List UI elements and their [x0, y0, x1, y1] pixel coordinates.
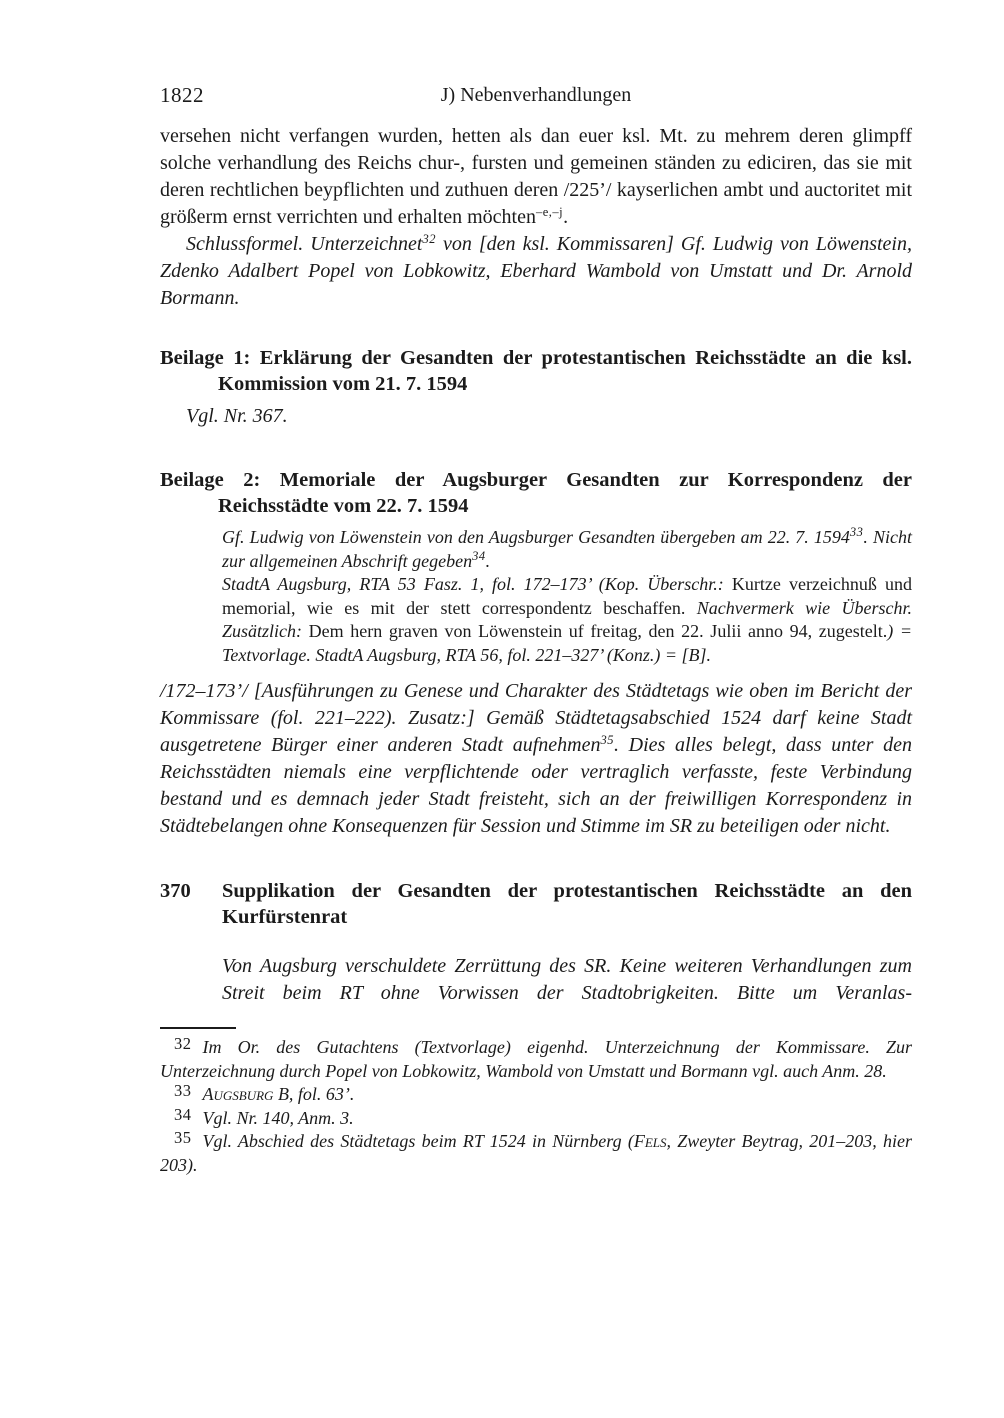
footnote-number: 34 — [174, 1104, 192, 1124]
page-header — [160, 83, 912, 107]
beilage2-source-note: StadtA Augsburg, RTA 53 Fasz. 1, fol. 172–173’ (Kop. Überschr.: Kurtze verzeichnuß und memorial, wie es mit der stett correspondentz beschaffen. Nachvermerk wie Überschr. Zusätzlich: Dem hern graven von Löwenstein uf freitag, den 22. Julii anno 94, zugestelt.) = Textvorlage. StadtA Augsburg, RTA 56, fol. 221–327’ (Konz.) = [B]. — [222, 574, 913, 665]
beilage2-heading: Beilage 2: Memoriale der Augsburger Gesandten zur Korrespondenz der Reichsstädte vom 22. 7. 1594 — [160, 469, 912, 517]
text-column — [160, 83, 912, 1177]
section-number: 370 — [160, 880, 191, 902]
footnote-text: Augsburg B, fol. 63’. — [202, 1084, 355, 1104]
footnote-35 — [160, 1130, 912, 1177]
paragraph-continuation: versehen nicht verfangen wurden, hetten als dan euer ksl. Mt. zu mehrem deren glimpff solche verhandlung des Reichs chur-, fursten und gemeinen ständen zu ediciren, das sie mit deren rechtlichen beypflichten und zuthuen deren /225’/ kayserlichen ambt und auctoritet mit größerm ernst verrichten und erhalten möchten$^{-e,-j}$. — [160, 125, 912, 228]
beilage2-summary-paragraph: /172–173’/ [Ausführungen zu Genese und Charakter des Städtetags wie oben im Bericht der Kommissare (fol. 221–222). Zusatz:] Gemäß Städtetagsabschied 1524 darf keine Stadt ausgetretene Bürger einer anderen Stadt aufnehmen$^{35}$. Dies alles belegt, dass unter den Reichsstädten niemals eine verpflichtende oder vertraglich verfasste, feste Verbindung bestand und es demnach jeder Stadt freisteht, sich an der freiwilligen Korrespondenz in Städtebelangen ohne Konsequenzen für Session und Stimme im SR zu beteiligen oder nicht. — [160, 680, 913, 837]
page-number: 1822 — [160, 83, 204, 107]
section-370-summary: Von Augsburg verschuldete Zerrüttung des SR. Keine weiteren Verhandlungen zum Streit beim RT ohne Vorwissen der Stadtobrigkeiten. Bitte um Veranlas- — [222, 955, 912, 1004]
beilage1-heading: Beilage 1: Erklärung der Gesandten der protestantischen Reichsstädte an die ksl. Kommission vom 21. 7. 1594 — [160, 347, 912, 395]
section-370-heading — [160, 878, 912, 930]
footnote-text: Vgl. Abschied des Städtetags beim RT 1524 in Nürnberg (Fels, Zweyter Beytrag, 201–203, hier 203). — [160, 1131, 912, 1175]
beilage2-provenance-note: Gf. Ludwig von Löwenstein von den Augsburger Gesandten übergeben am 22. 7. 1594$^{33}$. Nicht zur allgemeinen Abschrift gegeben$^{34}$. — [222, 525, 912, 571]
closing-formula-paragraph: Schlussformel. Unterzeichnet$^{32}$ von [den ksl. Kommissaren] Gf. Ludwig von Löwenstein, Zdenko Adalbert Popel von Lobkowitz, Eberhard Wambold von Umstatt und Dr. Arnold Bormann. — [160, 232, 912, 309]
footnotes-area — [160, 1027, 912, 1177]
source-apparatus — [160, 526, 912, 667]
footnote-text: Im Or. des Gutachtens (Textvorlage) eigenhd. Unterzeichnung der Kommissare. Zur Unterzeichnung durch Popel von Lobkowitz, Wambold von Umstatt und Bormann vgl. auch Anm. 28. — [160, 1037, 912, 1081]
footnote-34 — [160, 1104, 912, 1131]
footnote-separator-rule — [160, 1027, 236, 1029]
footnote-number: 32 — [174, 1034, 192, 1053]
footnote-number: 33 — [174, 1081, 192, 1100]
footnote-text: Vgl. Nr. 140, Anm. 3. — [202, 1107, 354, 1128]
footnote-number: 35 — [174, 1128, 192, 1147]
beilage1-reference: Vgl. Nr. 367. — [186, 405, 288, 427]
section-370-title: Supplikation der Gesandten der protestantischen Reichsstädte an den Kurfürstenrat — [222, 880, 912, 928]
footnote-33 — [160, 1083, 912, 1107]
footnote-32 — [160, 1036, 912, 1083]
running-title: J) Nebenverhandlungen — [440, 84, 632, 106]
